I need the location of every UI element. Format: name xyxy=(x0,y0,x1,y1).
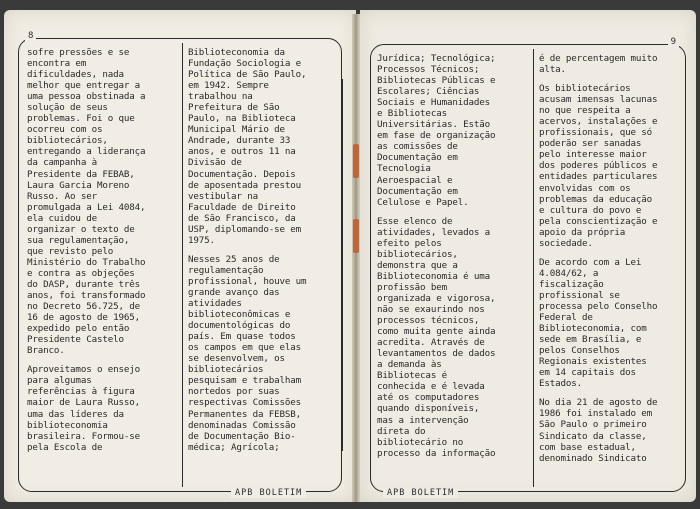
left-page xyxy=(4,10,356,502)
text-line: direta do xyxy=(377,425,426,437)
right-page-frame xyxy=(370,37,686,498)
text-line: em fase de organização xyxy=(377,130,496,142)
text-line: Biblioteconomia é uma xyxy=(377,270,491,282)
frame-edge xyxy=(342,79,343,451)
text-line: Universitárias. Estão xyxy=(377,119,491,131)
paragraph-break xyxy=(188,246,338,254)
text-line: organizar o texto de xyxy=(27,223,135,235)
text-line: não se exaurindo nos xyxy=(377,304,485,316)
text-line: processos técnicos, xyxy=(377,315,480,327)
text-line: sua regulamentação, xyxy=(27,234,130,246)
text-line: respectivas Comissões xyxy=(188,397,302,409)
text-line: bibliotecário no xyxy=(377,436,464,448)
text-line: profissionais, que só xyxy=(539,127,653,139)
text-line: biblioteconomia xyxy=(27,419,108,431)
text-line: grande avanço das xyxy=(188,286,280,298)
text-line: Municipal Mário de xyxy=(188,124,285,136)
text-line: processo da informação xyxy=(377,447,496,459)
text-line: Andrade, durante 33 xyxy=(188,135,291,147)
text-line: profissional, houve um xyxy=(188,275,307,287)
text-line: acusam imensas lacunas xyxy=(539,94,658,106)
text-line: problemas. Foi o que xyxy=(27,113,135,125)
text-line: Presidente da FEBAB, xyxy=(27,168,135,180)
right-page xyxy=(360,10,696,502)
staple-bottom xyxy=(353,219,359,253)
text-line: Laura Garcia Moreno xyxy=(27,179,130,191)
text-line: uma das líderes da xyxy=(27,408,124,420)
text-line: brasileira. Formou-se xyxy=(27,430,141,442)
text-line: Biblioteconomia, com xyxy=(539,323,647,335)
text-line: Jurídica; Tecnológica; xyxy=(377,53,496,64)
text-line: Divisão de xyxy=(188,157,242,169)
text-line: no que respeita a xyxy=(539,105,631,117)
text-line: 16 de agosto de 1965, xyxy=(27,312,141,324)
text-line: médica; Agrícola; xyxy=(188,441,280,453)
text-line: acredita. Através de xyxy=(377,337,485,349)
text-line: melhor que entregar a xyxy=(27,80,141,92)
text-line: de São Francisco, da xyxy=(188,212,296,224)
text-line: encontra em xyxy=(27,58,87,70)
text-line: Paulo, na Biblioteca xyxy=(188,113,296,125)
text-line: Russo. Ao ser xyxy=(27,190,97,202)
text-line: referências à figura xyxy=(27,386,135,398)
text-line: que revisto pelo xyxy=(27,245,114,257)
text-line: acervos, instalações e xyxy=(539,116,658,128)
text-line: os campos em que elas xyxy=(188,342,302,354)
text-line: São Paulo o primeiro xyxy=(539,419,647,431)
text-line: da campanha à xyxy=(27,157,97,169)
text-line: as comissões de xyxy=(377,141,458,153)
paragraph-break xyxy=(27,356,177,364)
text-line: Regionais existentes xyxy=(539,356,647,368)
text-line: de Documentação Bio- xyxy=(188,430,296,442)
text-line: levantamentos de dados xyxy=(377,348,496,360)
text-line: Ministério do Trabalho xyxy=(27,256,146,268)
text-line: trabalhou na xyxy=(188,91,253,103)
text-line: em 14 capitais dos xyxy=(539,367,636,379)
text-line: a demanda às xyxy=(377,359,442,371)
text-line: sede em Brasília, e xyxy=(539,334,642,346)
text-line: atividades, levados a xyxy=(377,226,491,238)
text-line: profissão bem xyxy=(377,281,447,293)
text-line: vestibular na xyxy=(188,190,258,202)
paragraph-break xyxy=(539,75,683,83)
text-line: processa pelo Conselho xyxy=(539,300,658,312)
text-line: bibliotecários, xyxy=(377,248,458,260)
text-line: No dia 21 de agosto de xyxy=(539,397,658,409)
text-line: dificuldades, nada xyxy=(27,69,124,81)
text-line: demonstra que a xyxy=(377,259,458,271)
text-line: solução de seus xyxy=(27,102,108,114)
text-line: pela Escola de xyxy=(27,441,103,453)
text-line: maior de Laura Russo, xyxy=(27,397,141,409)
paragraph-break xyxy=(539,249,683,257)
booklet-spread xyxy=(0,4,700,509)
text-line: conhecida e é levada xyxy=(377,381,485,393)
text-line: Política de São Paulo, xyxy=(188,69,307,81)
text-line: pela conscientização e xyxy=(539,215,658,227)
text-line: poderão ser sanadas xyxy=(539,138,642,150)
text-line: para algumas xyxy=(27,375,92,387)
text-line: Documentação. Depois xyxy=(188,168,296,180)
text-line: Aproveitamos o ensejo xyxy=(27,364,141,376)
text-line: Bibliotecas é xyxy=(377,370,447,382)
text-line: do DASP, durante três xyxy=(27,278,141,290)
text-line: no Decreto 56.725, de xyxy=(27,301,141,313)
text-line: promulgada a Lei 4084, xyxy=(27,201,146,213)
text-line: e Bibliotecas xyxy=(377,108,447,120)
text-line: bibliotecários xyxy=(188,364,264,376)
text-line: entregando a liderança xyxy=(27,146,146,158)
text-line: dos poderes públicos e xyxy=(539,160,658,172)
text-line: apoio da própria xyxy=(539,226,626,238)
text-line: profissional se xyxy=(539,289,620,301)
text-line: Processos Técnicos; xyxy=(377,64,480,76)
right-page-number: 9 xyxy=(668,37,679,47)
text-line: sociedade. xyxy=(539,237,593,249)
text-line: uma pessoa obstinada a xyxy=(27,91,146,103)
left-page-frame xyxy=(18,31,342,498)
text-line: é de percentagem muito xyxy=(539,53,658,64)
text-line: atividades xyxy=(188,298,242,310)
right-column-1 xyxy=(377,53,529,459)
paragraph-break xyxy=(377,208,529,216)
text-line: anos, e outros 11 na xyxy=(188,146,296,158)
text-line: expedido pelo então xyxy=(27,323,130,335)
text-line: Celulose e Papel. xyxy=(377,196,469,208)
text-line: se desenvolvem, os xyxy=(188,353,285,365)
text-line: anos, foi transformado xyxy=(27,290,146,302)
left-column-1 xyxy=(27,47,177,453)
text-line: 4.084/62, a xyxy=(539,267,599,279)
text-line: USP, diplomando-se em xyxy=(188,223,302,235)
text-line: pesquisam e trabalham xyxy=(188,375,302,387)
text-line: Estados. xyxy=(539,378,583,390)
text-line: Aeroespacial e xyxy=(377,174,453,186)
text-line: Branco. xyxy=(27,345,65,357)
text-line: 1975. xyxy=(188,234,215,246)
text-line: pelo interesse maior xyxy=(539,149,647,161)
text-line: entidades particulares xyxy=(539,171,658,183)
left-page-number: 8 xyxy=(25,31,36,41)
right-column-2 xyxy=(539,53,683,464)
text-line: envolvidas com os xyxy=(539,182,631,194)
column-divider xyxy=(182,43,183,487)
text-line: mas a intervenção xyxy=(377,414,469,426)
right-footer: APB BOLETIM xyxy=(383,488,458,498)
text-line: Bibliotecas Públicas e xyxy=(377,75,496,87)
text-line: regulamentação xyxy=(188,264,264,276)
text-line: Os bibliotecários xyxy=(539,83,631,95)
text-line: Presidente Castelo xyxy=(27,334,124,346)
text-line: denominado Sindicato xyxy=(539,452,647,464)
text-line: 1986 foi instalado em xyxy=(539,408,653,420)
text-line: país. Em quase todos xyxy=(188,331,296,343)
left-footer: APB BOLETIM xyxy=(231,488,306,498)
text-line: e cultura do povo e xyxy=(539,204,642,216)
text-line: Documentação em xyxy=(377,152,458,164)
text-line: quando disponíveis, xyxy=(377,403,480,415)
text-line: nortedos por suas xyxy=(188,386,280,398)
text-line: Federal de xyxy=(539,312,593,324)
text-line: Esse elenco de xyxy=(377,215,453,227)
text-line: De acordo com a Lei xyxy=(539,256,642,268)
text-line: e contra as objeções xyxy=(27,267,135,279)
text-line: Prefeitura de São xyxy=(188,102,280,114)
text-line: Faculdade de Direito xyxy=(188,201,296,213)
text-line: problemas da educação xyxy=(539,193,653,205)
text-line: efeito pelos xyxy=(377,237,442,249)
text-line: Permanentes da FEBSB, xyxy=(188,408,302,420)
text-line: Sindicato da classe, xyxy=(539,430,647,442)
text-line: Fundação Sociologia e xyxy=(188,58,302,70)
text-line: ocorreu com os xyxy=(27,124,103,136)
text-line: denominadas Comissão xyxy=(188,419,296,431)
text-line: Documentação em xyxy=(377,185,458,197)
text-line: documentológicas do xyxy=(188,320,291,332)
left-column-2 xyxy=(188,47,338,453)
text-line: biblioteconômicas e xyxy=(188,309,291,321)
text-line: de aposentada prestou xyxy=(188,179,302,191)
text-line: até os computadores xyxy=(377,392,480,404)
text-line: ela cuidou de xyxy=(27,212,97,224)
text-line: organizada e vigorosa, xyxy=(377,292,496,304)
text-line: alta. xyxy=(539,64,566,76)
text-line: Sociais e Humanidades xyxy=(377,97,491,109)
text-line: Biblioteconomia da xyxy=(188,47,285,58)
text-line: como muita gente ainda xyxy=(377,326,496,338)
column-divider xyxy=(533,49,534,487)
paragraph-break xyxy=(539,389,683,397)
text-line: Tecnologia xyxy=(377,163,431,175)
staple-top xyxy=(353,144,359,178)
text-line: Nesses 25 anos de xyxy=(188,253,280,265)
text-line: com base estadual, xyxy=(539,441,636,453)
text-line: Escolares; Ciências xyxy=(377,86,480,98)
text-line: fiscalização xyxy=(539,278,604,290)
text-line: em 1942. Sempre xyxy=(188,80,269,92)
text-line: sofre pressões e se xyxy=(27,47,130,58)
text-line: bibliotecários, xyxy=(27,135,108,147)
text-line: pelos Conselhos xyxy=(539,345,620,357)
